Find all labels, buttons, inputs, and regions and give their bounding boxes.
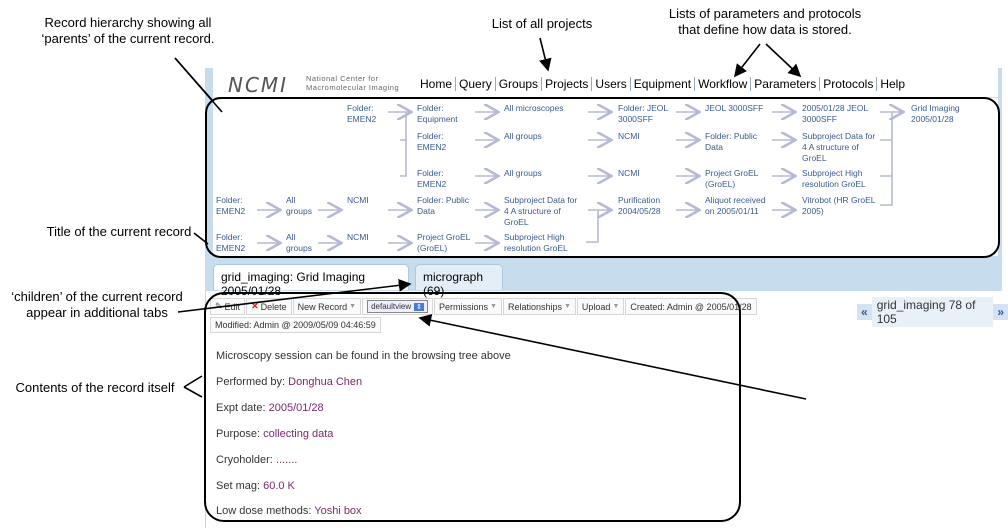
- annotation-title: Title of the current record: [46, 224, 192, 239]
- nav-groups[interactable]: Groups: [496, 77, 542, 91]
- nav-equipment[interactable]: Equipment: [631, 77, 695, 91]
- field-label: Purpose:: [216, 428, 261, 440]
- hier-node[interactable]: Project GroEL (GroEL): [417, 232, 471, 253]
- hier-node[interactable]: Subproject High resolution GroEL: [504, 232, 568, 253]
- view-select-value: defaultview: [371, 302, 412, 311]
- hierarchy-arrows: [257, 112, 902, 243]
- nav-parameters[interactable]: Parameters: [751, 77, 820, 91]
- tab-current-record[interactable]: grid_imaging: Grid Imaging 2005/01/28: [213, 264, 409, 290]
- hier-node[interactable]: Aliquot received on 2005/01/11: [705, 195, 766, 216]
- tab-children-micrograph[interactable]: micrograph (69): [415, 264, 503, 290]
- upload-label: Upload: [581, 301, 611, 312]
- logo-subtitle-line: Macromolecular Imaging: [306, 83, 400, 92]
- permissions-label: Permissions: [439, 301, 489, 312]
- nav-users[interactable]: Users: [592, 77, 630, 91]
- hier-node[interactable]: All groups: [286, 195, 312, 216]
- hier-node[interactable]: 2005/01/28 JEOL 3000SFF: [802, 103, 868, 124]
- nav-projects[interactable]: Projects: [542, 77, 592, 91]
- hier-node[interactable]: Subproject Data for 4 A structure of GroEL: [802, 131, 876, 163]
- annotation-line: ‘parents’ of the current record.: [41, 31, 215, 46]
- record-intro: Microscopy session can be found in the browsing tree above: [216, 350, 511, 362]
- nav-protocols[interactable]: Protocols: [820, 77, 877, 91]
- annotation-line: that define how data is stored.: [678, 22, 852, 37]
- field-value[interactable]: collecting data: [263, 428, 334, 440]
- hier-node[interactable]: Purification 2004/05/28: [618, 195, 661, 216]
- chevron-down-icon: ▼: [612, 303, 620, 310]
- hier-node[interactable]: NCMI: [347, 195, 369, 205]
- chevron-down-icon: ▼: [349, 303, 357, 310]
- pencil-icon: ✎: [215, 301, 223, 311]
- hier-node[interactable]: Vitrobot (HR GroEL 2005): [802, 195, 876, 216]
- nav-workflow[interactable]: Workflow: [695, 77, 751, 91]
- hier-node[interactable]: Folder: EMEN2: [347, 103, 377, 124]
- hier-node[interactable]: NCMI: [618, 131, 640, 141]
- edit-label: Edit: [224, 301, 241, 312]
- hier-node[interactable]: Folder: Public Data: [417, 195, 469, 216]
- hier-node[interactable]: Subproject Data for 4 A structure of GroEL: [504, 195, 578, 227]
- hier-node[interactable]: Folder: EMEN2: [417, 168, 447, 189]
- hier-node[interactable]: Folder: EMEN2: [216, 195, 246, 216]
- field-label: Low dose methods:: [216, 505, 312, 517]
- hier-node[interactable]: Folder: Public Data: [705, 131, 757, 152]
- annotation-contents: Contents of the record itself: [15, 380, 175, 395]
- hier-node[interactable]: NCMI: [618, 168, 640, 178]
- pager-label: grid_imaging 78 of 105: [872, 297, 994, 327]
- annotation-line: ‘children’ of the current record: [11, 289, 183, 304]
- modified-info: Modified: Admin @ 2009/05/09 04:46:59: [210, 317, 381, 333]
- hier-node[interactable]: Grid Imaging 2005/01/28: [911, 103, 960, 124]
- field-label: Performed by:: [216, 376, 286, 388]
- hier-node[interactable]: Folder: JEOL 3000SFF: [618, 103, 668, 124]
- hier-node[interactable]: JEOL 3000SFF: [705, 103, 764, 113]
- hier-node[interactable]: Folder: EMEN2: [216, 232, 246, 253]
- field-value[interactable]: Donghua Chen: [288, 376, 363, 388]
- select-arrows-icon: ⇕: [416, 303, 422, 311]
- chevron-down-icon: ▼: [490, 303, 497, 310]
- new-record-label: New Record: [297, 301, 348, 312]
- hier-node[interactable]: Folder: EMEN2: [417, 131, 447, 152]
- delete-label: Delete: [260, 301, 287, 312]
- field-value[interactable]: Yoshi box: [314, 505, 362, 517]
- hier-node[interactable]: Subproject High resolution GroEL: [802, 168, 866, 189]
- hier-node[interactable]: Folder: Equipment: [417, 103, 458, 124]
- nav-query[interactable]: Query: [456, 77, 496, 91]
- annotation-line: appear in additional tabs: [26, 305, 168, 320]
- logo-subtitle-line: National Center for: [306, 74, 379, 83]
- delete-x-icon: ✕: [251, 301, 259, 311]
- hier-node[interactable]: All microscopes: [504, 103, 564, 113]
- field-value[interactable]: .......: [275, 454, 298, 466]
- nav-home[interactable]: Home: [417, 77, 456, 91]
- chevron-down-icon: ▼: [563, 303, 571, 310]
- created-label: Created: Admin @ 2005/01/28: [630, 301, 752, 312]
- annotation-line: Record hierarchy showing all: [44, 15, 212, 30]
- hier-node[interactable]: All groups: [286, 232, 312, 253]
- nav-help[interactable]: Help: [880, 77, 906, 91]
- annotation-projects: List of all projects: [491, 16, 593, 31]
- annotation-line: Lists of parameters and protocols: [668, 6, 862, 21]
- next-record-button[interactable]: »: [993, 304, 1008, 320]
- hier-node[interactable]: All groups: [504, 131, 542, 141]
- relationships-label: Relationships: [507, 301, 562, 312]
- field-value[interactable]: 60.0 K: [263, 480, 295, 492]
- field-label: Expt date:: [216, 402, 266, 414]
- previous-record-button[interactable]: «: [857, 304, 872, 320]
- field-value[interactable]: 2005/01/28: [268, 402, 324, 414]
- field-label: Set mag:: [216, 480, 261, 492]
- hier-node[interactable]: All groups: [504, 168, 542, 178]
- ncmi-logo[interactable]: NCMI: [228, 73, 289, 97]
- hier-node[interactable]: Project GroEL (GroEL): [705, 168, 759, 189]
- hier-node[interactable]: NCMI: [347, 232, 369, 242]
- field-label: Cryoholder:: [216, 454, 273, 466]
